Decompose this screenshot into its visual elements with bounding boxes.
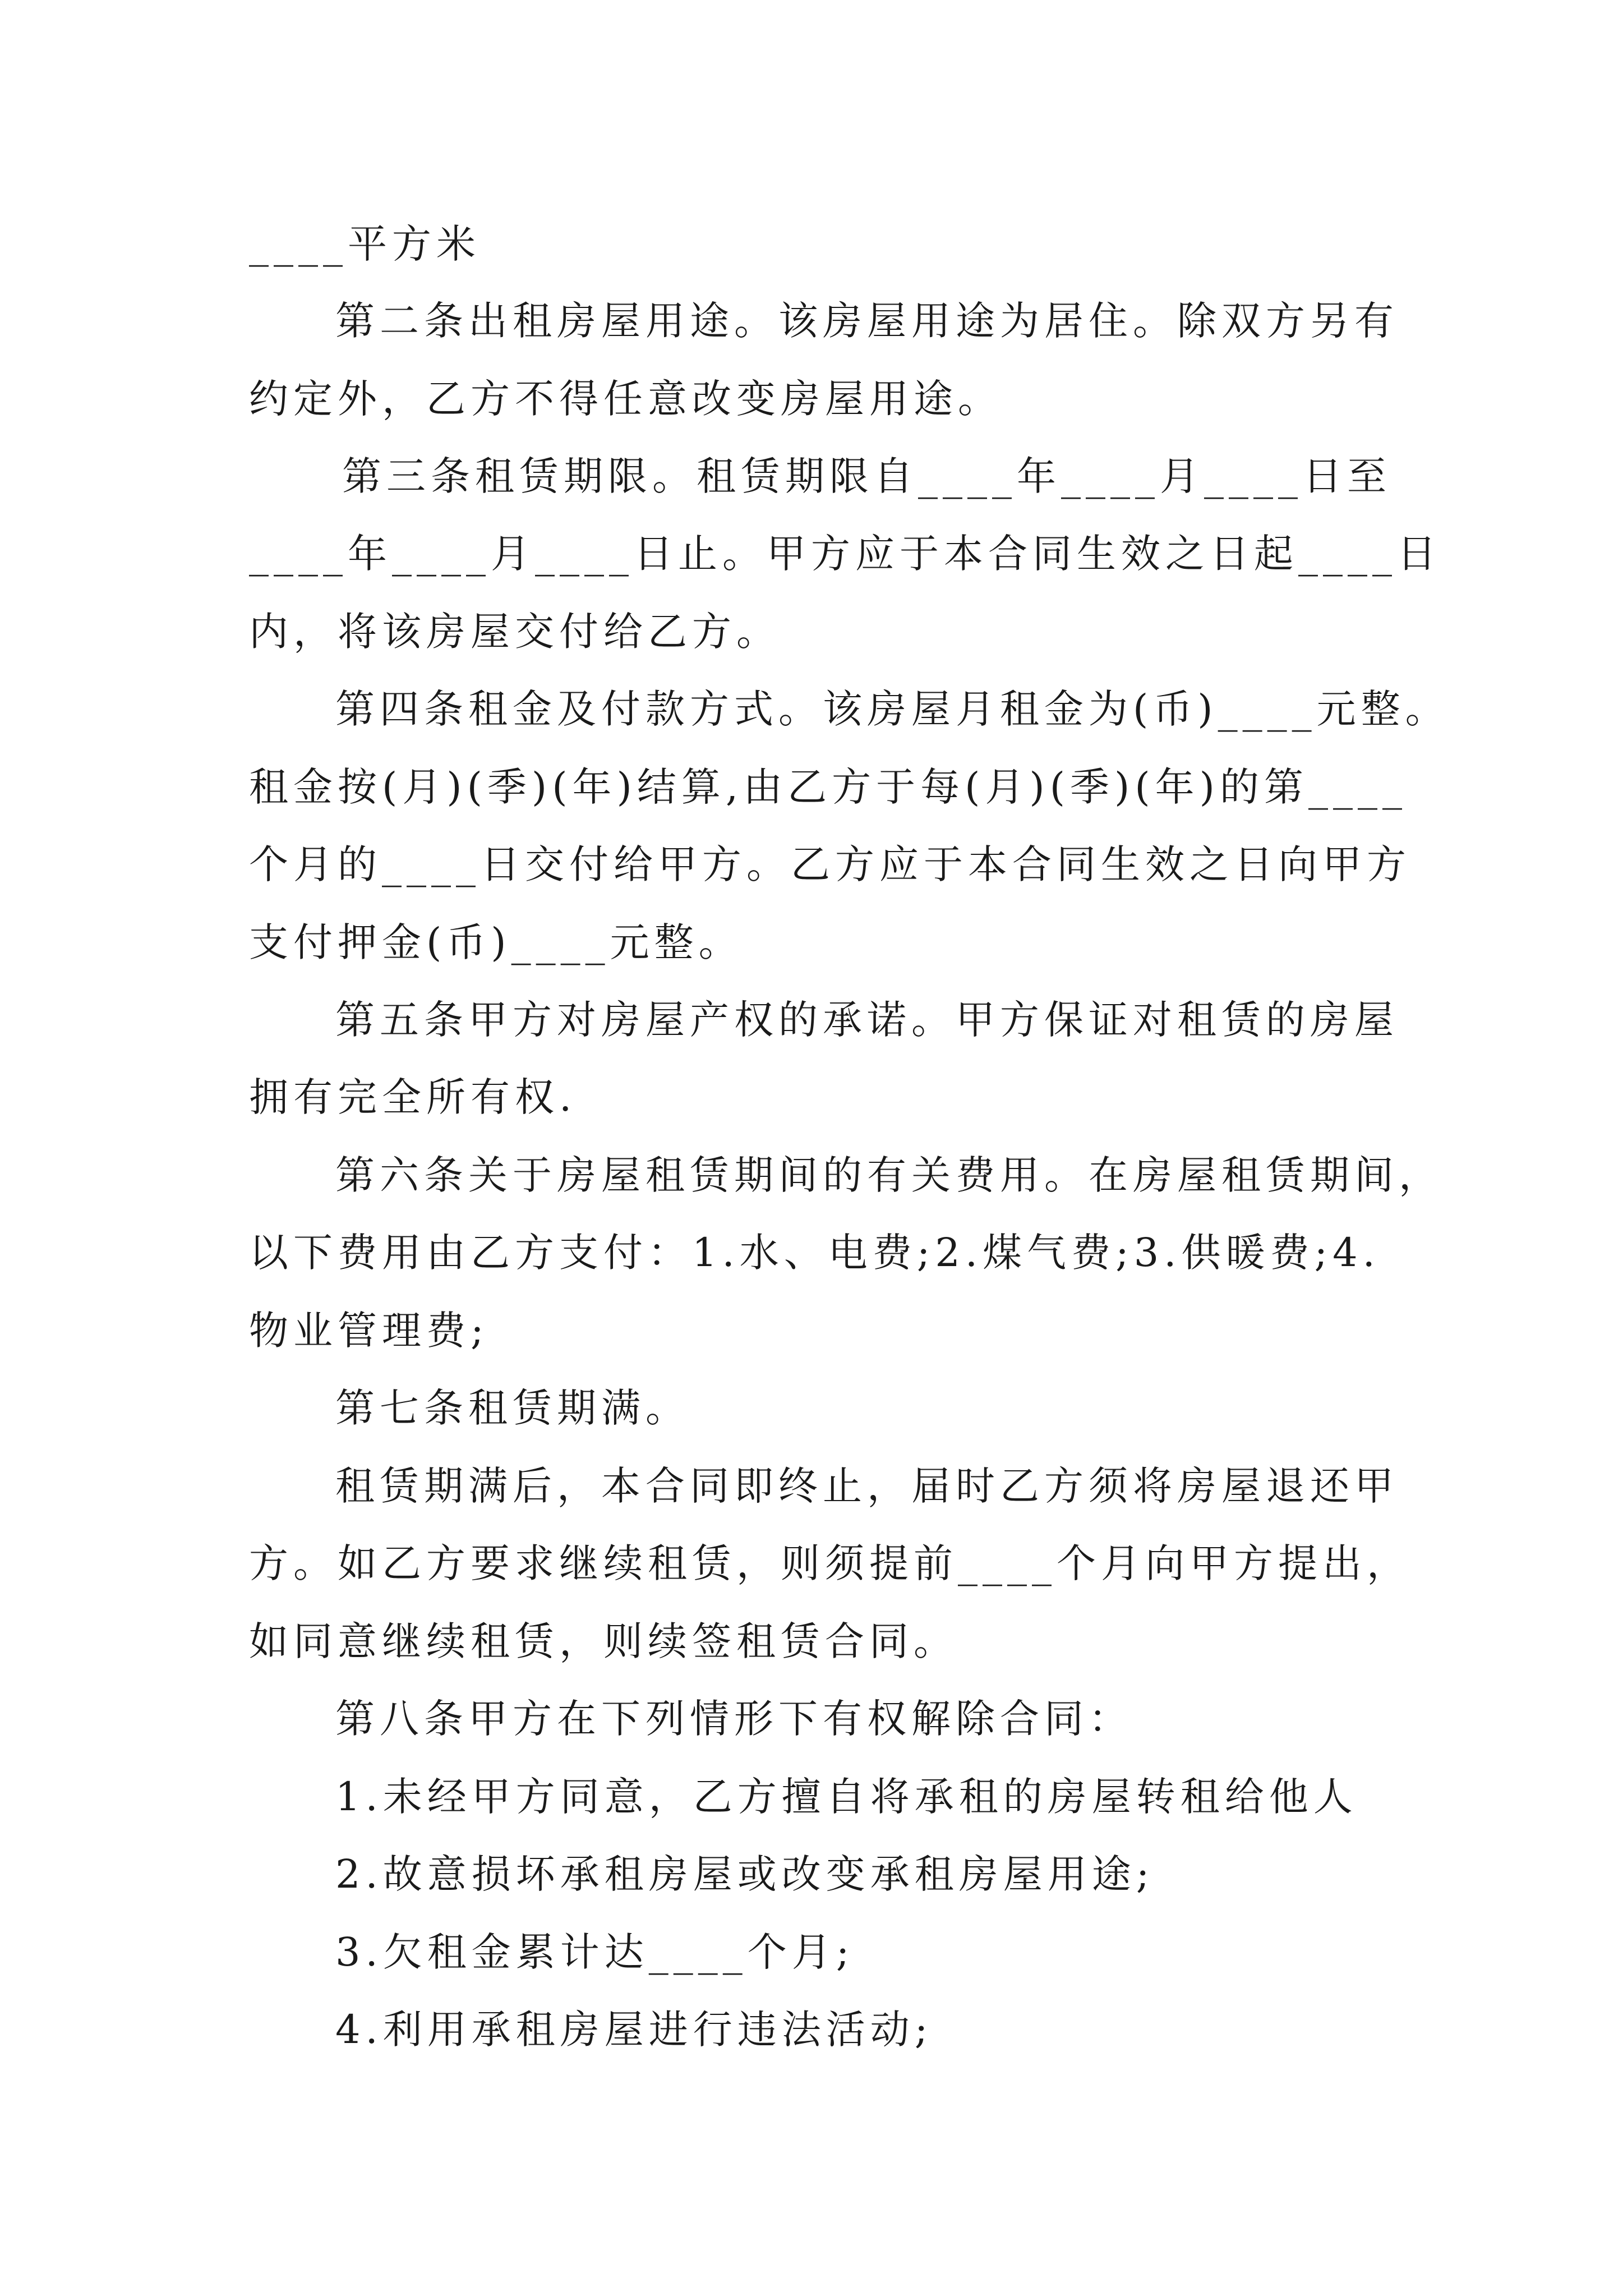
text-line: ____平方米 — [249, 221, 481, 267]
text-line: ____年____月____日止。甲方应于本合同生效之日起____日 — [249, 531, 1441, 577]
text-line: 第六条关于房屋租赁期间的有关费用。在房屋租赁期间， — [335, 1152, 1443, 1198]
text-line: 3.欠租金累计达____个月; — [335, 1929, 855, 1975]
text-line: 2.故意损坏承租房屋或改变承租房屋用途; — [335, 1851, 1155, 1897]
text-line: 第五条甲方对房屋产权的承诺。甲方保证对租赁的房屋 — [335, 997, 1399, 1043]
text-line: 4.利用承租房屋进行违法活动; — [335, 2007, 933, 2053]
text-line: 以下费用由乙方支付：1.水、电费;2.煤气费;3.供暖费;4. — [249, 1230, 1380, 1276]
text-line: 内，将该房屋交付给乙方。 — [249, 609, 781, 655]
text-line: 如同意继续租赁，则续签租赁合同。 — [249, 1618, 958, 1664]
text-line: 第八条甲方在下列情形下有权解除合同： — [335, 1696, 1133, 1742]
text-line: 第四条租金及付款方式。该房屋月租金为(币)____元整。 — [335, 686, 1450, 732]
text-line: 第二条出租房屋用途。该房屋用途为居住。除双方另有 — [335, 298, 1399, 344]
text-line: 1.未经甲方同意，乙方擅自将承租的房屋转租给他人 — [335, 1774, 1358, 1820]
text-line: 拥有完全所有权. — [249, 1074, 577, 1120]
text-line: 支付押金(币)____元整。 — [249, 919, 743, 965]
text-line: 租赁期满后，本合同即终止，届时乙方须将房屋退还甲 — [335, 1463, 1399, 1509]
text-line: 物业管理费; — [249, 1308, 489, 1354]
text-line: 方。如乙方要求继续租赁，则须提前____个月向甲方提出， — [249, 1540, 1411, 1586]
text-line: 第七条租赁期满。 — [335, 1385, 690, 1431]
text-line: 约定外，乙方不得任意改变房屋用途。 — [249, 376, 1002, 422]
text-line: 租金按(月)(季)(年)结算,由乙方于每(月)(季)(年)的第____ — [249, 764, 1407, 810]
text-line: 第三条租赁期限。租赁期限自____年____月____日至 — [342, 453, 1391, 499]
text-line: 个月的____日交付给甲方。乙方应于本合同生效之日向甲方 — [249, 841, 1411, 887]
